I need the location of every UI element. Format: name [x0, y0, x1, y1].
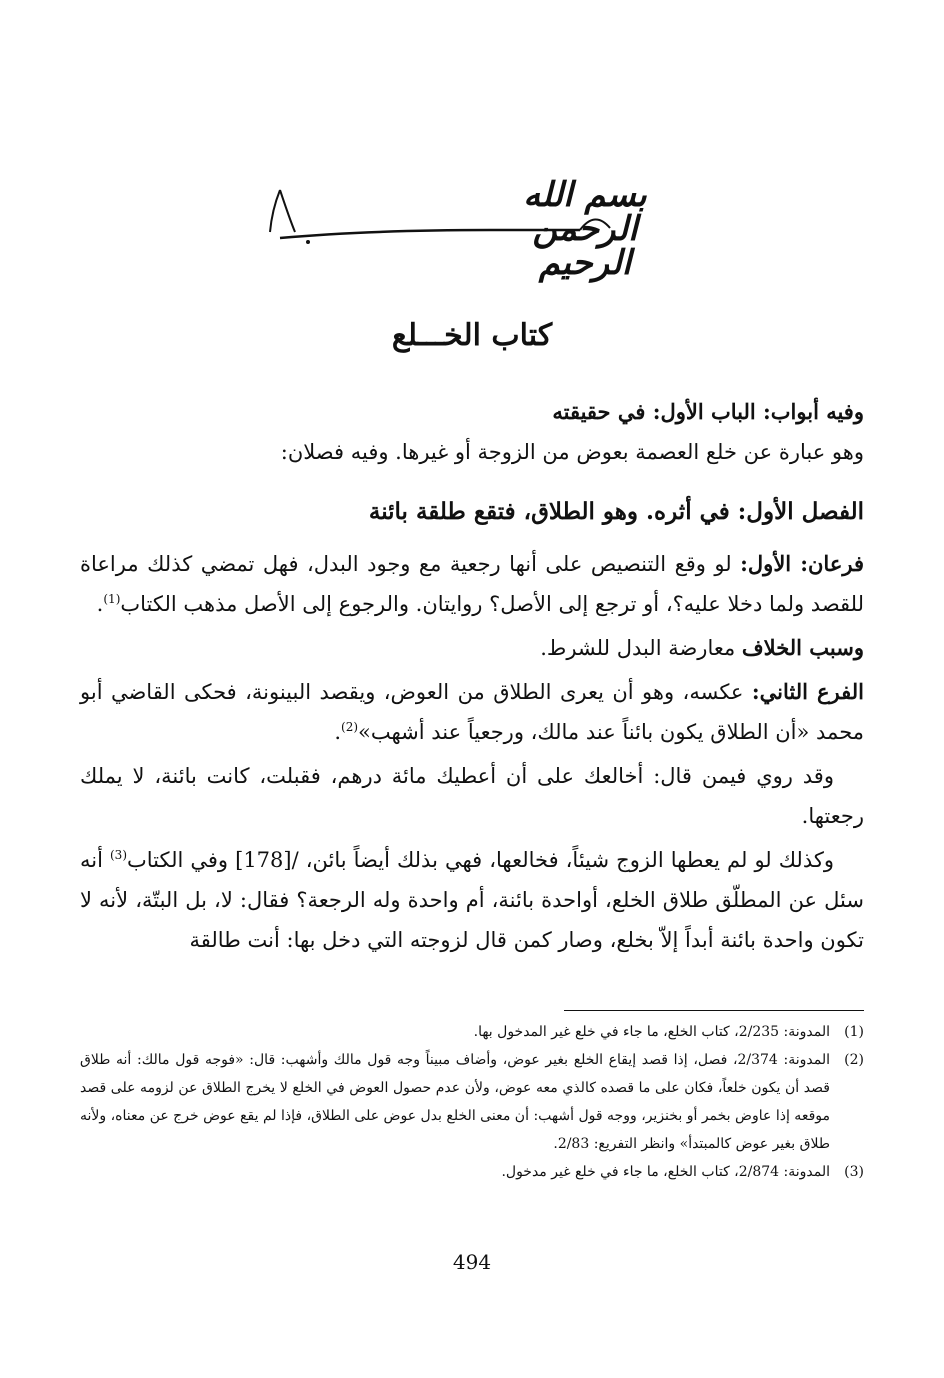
- paragraph-end: .: [334, 720, 341, 744]
- paragraph-narration: وقد روي فيمن قال: أخالعك على أن أعطيك مائة درهم، فقبلت، كانت بائنة، لا يملك رجعتها.: [80, 764, 864, 828]
- page-number: 494: [452, 1250, 492, 1274]
- paragraph-lead: الفرع الثاني:: [751, 679, 864, 704]
- paragraph-text: عكسه، وهو أن يعرى الطلاق من العوض، ويقصد البينونة، فحكى القاضي أبو محمد «أن الطلاق يكون بائناً عند مالك، ورجعياً عند أشهب»: [80, 680, 864, 744]
- paragraph-lead: وسبب الخلاف: [741, 635, 864, 660]
- paragraph-cause: [80, 628, 864, 668]
- paragraph-book-quote: [80, 840, 864, 960]
- paragraph-text: وكذلك لو لم يعطها الزوج شيئاً، فخالعها، فهي بذلك أيضاً بائن، /[178] وفي الكتاب: [127, 848, 834, 872]
- main-text: [80, 392, 864, 964]
- footnote-item: [80, 1158, 864, 1186]
- paragraph-lead: فرعان: الأول:: [740, 551, 864, 576]
- footnote-number: (3): [844, 1164, 864, 1180]
- footnote-text: المدونة: 2/874، كتاب الخلع، ما جاء في خلع غير مدخول.: [501, 1164, 830, 1180]
- footnote-ref[interactable]: (2): [341, 720, 359, 734]
- book-title: كتاب الخـــلع: [391, 318, 553, 353]
- section-heading: وفيه أبواب: الباب الأول: في حقيقته: [552, 399, 864, 424]
- basmala-ornament: [250, 170, 670, 283]
- basmala-text: بسم الله الرحمن الرحيم: [523, 175, 647, 283]
- footnote-divider: [564, 1010, 864, 1011]
- footnote-ref[interactable]: (1): [103, 592, 121, 606]
- footnote-number: (1): [844, 1024, 864, 1040]
- footnote-number: (2): [844, 1052, 864, 1068]
- chapter-heading: الفصل الأول: في أثره. وهو الطلاق، فتقع طلقة بائنة: [368, 498, 864, 525]
- footnote-ref[interactable]: (3): [109, 848, 127, 862]
- paragraph-end: .: [96, 592, 104, 616]
- paragraph-text: معارضة البدل للشرط.: [540, 636, 742, 660]
- paragraph-text: أنه سئل عن المطلّق طلاق الخلع، أواحدة بائنة، أم واحدة وله الرجعة؟ فقال: لا، بل البتّة، لأنه لا تكون واحدة بائنة أبداً إلاّ بخلع، وصار كمن قال لزوجته التي دخل بها: أنت طالقة: [80, 848, 864, 952]
- paragraph-text: لو وقع التنصيص على أنها رجعية مع وجود البدل، فهل تمضي كذلك مراعاة للقصد ولما دخلا عليه؟، أو ترجع إلى الأصل؟ روايتان. والرجوع إلى الأصل مذهب الكتاب: [80, 552, 864, 616]
- footnotes: [80, 1018, 864, 1186]
- footnote-item: [80, 1046, 864, 1158]
- paragraph-second-branch: [80, 672, 864, 752]
- footnote-item: [80, 1018, 864, 1046]
- footnote-text: المدونة: 2/235، كتاب الخلع، ما جاء في خلع غير المدخول بها.: [473, 1024, 830, 1040]
- footnote-text: المدونة: 2/374، فصل، إذا قصد إيقاع الخلع بغير عوض، وأضاف مبيناً وجه قول مالك وأشهب: قال: «فوجه قول مالك: أنه طلاق قصد أن يكون خلعاً، فكان على ما قصده كالذي معه عوض، ولأن عدم حصول العوض في الخلع لا يخرج الطلاق عن لزومه على قصد موقعه إذا عاوض بخمر أو بخنزير، ووجه قول أشهب: أن معنى الخلع بدل عوض على الطلاق، فإذا لم يقع عوض خرج عن معناه، ولأنه طلاق بغير عوض كالمبتدأ» وانظر التفريع: 2/83.: [80, 1052, 830, 1152]
- definition-text: وهو عبارة عن خلع العصمة بعوض من الزوجة أو غيرها. وفيه فصلان:: [280, 440, 864, 464]
- paragraph-first-branch: [80, 544, 864, 624]
